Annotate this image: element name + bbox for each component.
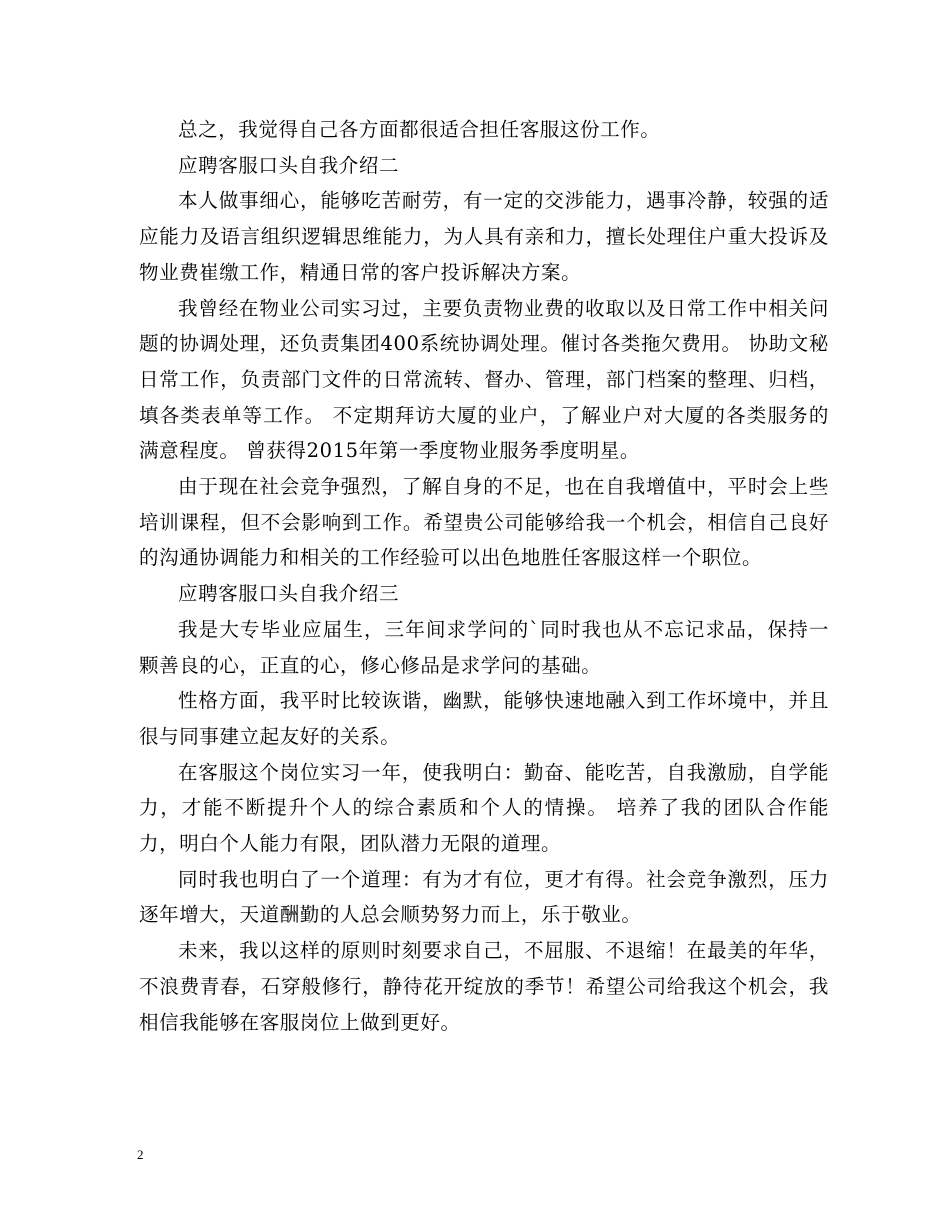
paragraph-personality: 本人做事细心，能够吃苦耐劳，有一定的交涉能力，遇事冷静，较强的适应能力及语言组织逻辑思维能力，为人具有亲和力，擅长处理住户重大投诉及物业费崔缴工作，精通日常的客户投诉解决方案。 xyxy=(139,189,829,284)
paragraph-competition: 由于现在社会竞争强烈，了解自身的不足，也在自我增值中，平时会上些培训课程，但不会影响到工作。希望贵公司能够给我一个机会，相信自己良好的沟通协调能力和相关的工作经验可以出色地胜任客服这样一个职位。 xyxy=(139,475,829,570)
paragraph-graduate: 我是大专毕业应届生，三年间求学问的`同时我也从不忘记求品，保持一颗善良的心，正直的心，修心修品是求学问的基础。 xyxy=(139,617,829,677)
section-heading-two: 应聘客服口头自我介绍二 xyxy=(178,153,400,177)
paragraph-internship: 我曾经在物业公司实习过，主要负责物业费的收取以及日常工作中相关问题的协调处理，还负责集团400系统协调处理。催讨各类拖欠费用。 协助文秘日常工作，负责部门文件的日常流转、督办、管理，部门档案的整理、归档，填各类表单等工作。 不定期拜访大厦的业户，了解业户对大厦的各类服务的满意程度。 曾获得2015年第一季度物业服务季度明星。 xyxy=(139,296,829,463)
paragraph-conclusion: 总之，我觉得自己各方面都很适合担任客服这份工作。 xyxy=(178,118,661,141)
document-body xyxy=(139,112,829,1040)
paragraph-principle: 同时我也明白了一个道理：有为才有位，更才有得。社会竞争激烈，压力逐年增大，天道酬勤的人总会顺势努力而上，乐于敬业。 xyxy=(139,867,829,927)
section-heading-three: 应聘客服口头自我介绍三 xyxy=(178,582,400,606)
paragraph-character: 性格方面，我平时比较诙谐，幽默，能够快速地融入到工作坏境中，并且很与同事建立起友好的关系。 xyxy=(139,689,829,748)
paragraph-future: 未来，我以这样的原则时刻要求自己，不屈服、不退缩！在最美的年华，不浪费青春，石穿般修行，静待花开绽放的季节！希望公司给我这个机会，我相信我能够在客服岗位上做到更好。 xyxy=(139,939,829,1034)
paragraph-experience: 在客服这个岗位实习一年，使我明白：勤奋、能吃苦，自我激励，自学能力，才能不断提升个人的综合素质和个人的情操。 培养了我的团队合作能力，明白个人能力有限，团队潜力无限的道理。 xyxy=(139,760,829,856)
page-number: 2 xyxy=(137,1147,144,1162)
